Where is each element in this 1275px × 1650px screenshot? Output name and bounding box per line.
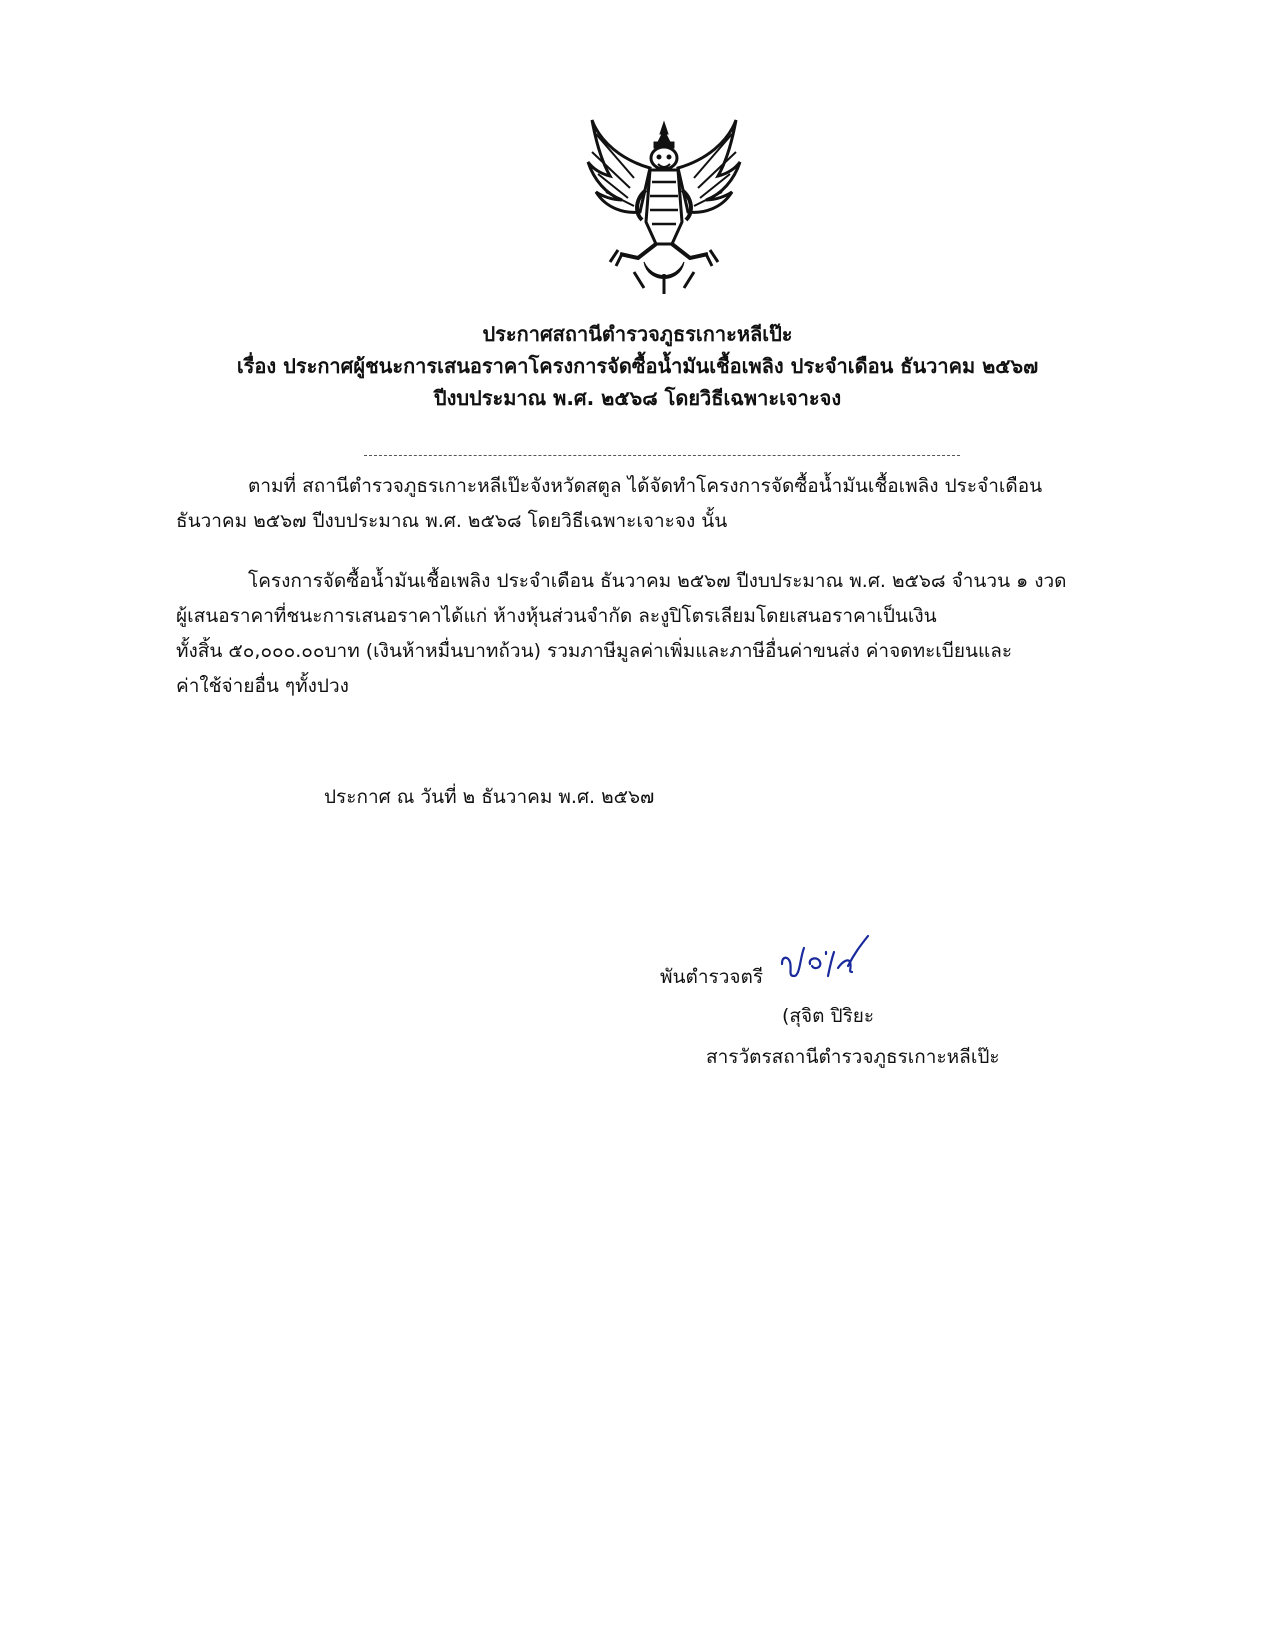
- signer-name: (สุจิต ปิริยะ: [782, 1005, 875, 1027]
- signer-position: สารวัตรสถานีตำรวจภูธรเกาะหลีเป๊ะ: [706, 1046, 1000, 1068]
- paragraph-line: ธันวาคม ๒๕๖๗ ปีงบประมาณ พ.ศ. ๒๕๖๘ โดยวิธีเฉพาะเจาะจง นั้น: [176, 510, 728, 532]
- paragraph-line: ค่าใช้จ่ายอื่น ๆทั้งปวง: [176, 675, 349, 697]
- title-line-3: ปีงบประมาณ พ.ศ. ๒๕๖๘ โดยวิธีเฉพาะเจาะจง: [433, 386, 842, 410]
- handwritten-signature: [778, 928, 874, 990]
- signer-rank: พันตำรวจตรี: [660, 966, 764, 988]
- title-line-2: เรื่อง ประกาศผู้ชนะการเสนอราคาโครงการจัดซื้อน้ำมันเชื้อเพลิง ประจำเดือน ธันวาคม ๒๕๖๗: [236, 354, 1039, 378]
- announcement-title: [0, 318, 1275, 414]
- paragraph-line: ทั้งสิ้น ๕๐,๐๐๐.๐๐บาท (เงินห้าหมื่นบาทถ้วน) รวมภาษีมูลค่าเพิ่มและภาษีอื่นค่าขนส่ง ค่าจดทะเบียนและ: [176, 640, 1013, 662]
- paragraph-background: [176, 469, 1136, 539]
- paragraph-line: ผู้เสนอราคาที่ชนะการเสนอราคาได้แก่ ห้างหุ้นส่วนจำกัด ละงูปิโตรเลียมโดยเสนอราคาเป็นเงิน: [176, 605, 937, 627]
- paragraph-award: [176, 564, 1136, 704]
- paragraph-line: โครงการจัดซื้อน้ำมันเชื้อเพลิง ประจำเดือน ธันวาคม ๒๕๖๗ ปีงบประมาณ พ.ศ. ๒๕๖๘ จำนวน ๑ งวด: [248, 570, 1067, 592]
- paragraph-line: ตามที่ สถานีตำรวจภูธรเกาะหลีเป๊ะจังหวัดสตูล ได้จัดทำโครงการจัดซื้อน้ำมันเชื้อเพลิง ประจำเดือน: [248, 475, 1043, 497]
- garuda-emblem-icon: [582, 112, 746, 296]
- title-line-1: ประกาศสถานีตำรวจภูธรเกาะหลีเป๊ะ: [482, 322, 793, 346]
- dashed-divider: [364, 455, 960, 456]
- announcement-date: ประกาศ ณ วันที่ ๒ ธันวาคม พ.ศ. ๒๕๖๗: [324, 786, 655, 808]
